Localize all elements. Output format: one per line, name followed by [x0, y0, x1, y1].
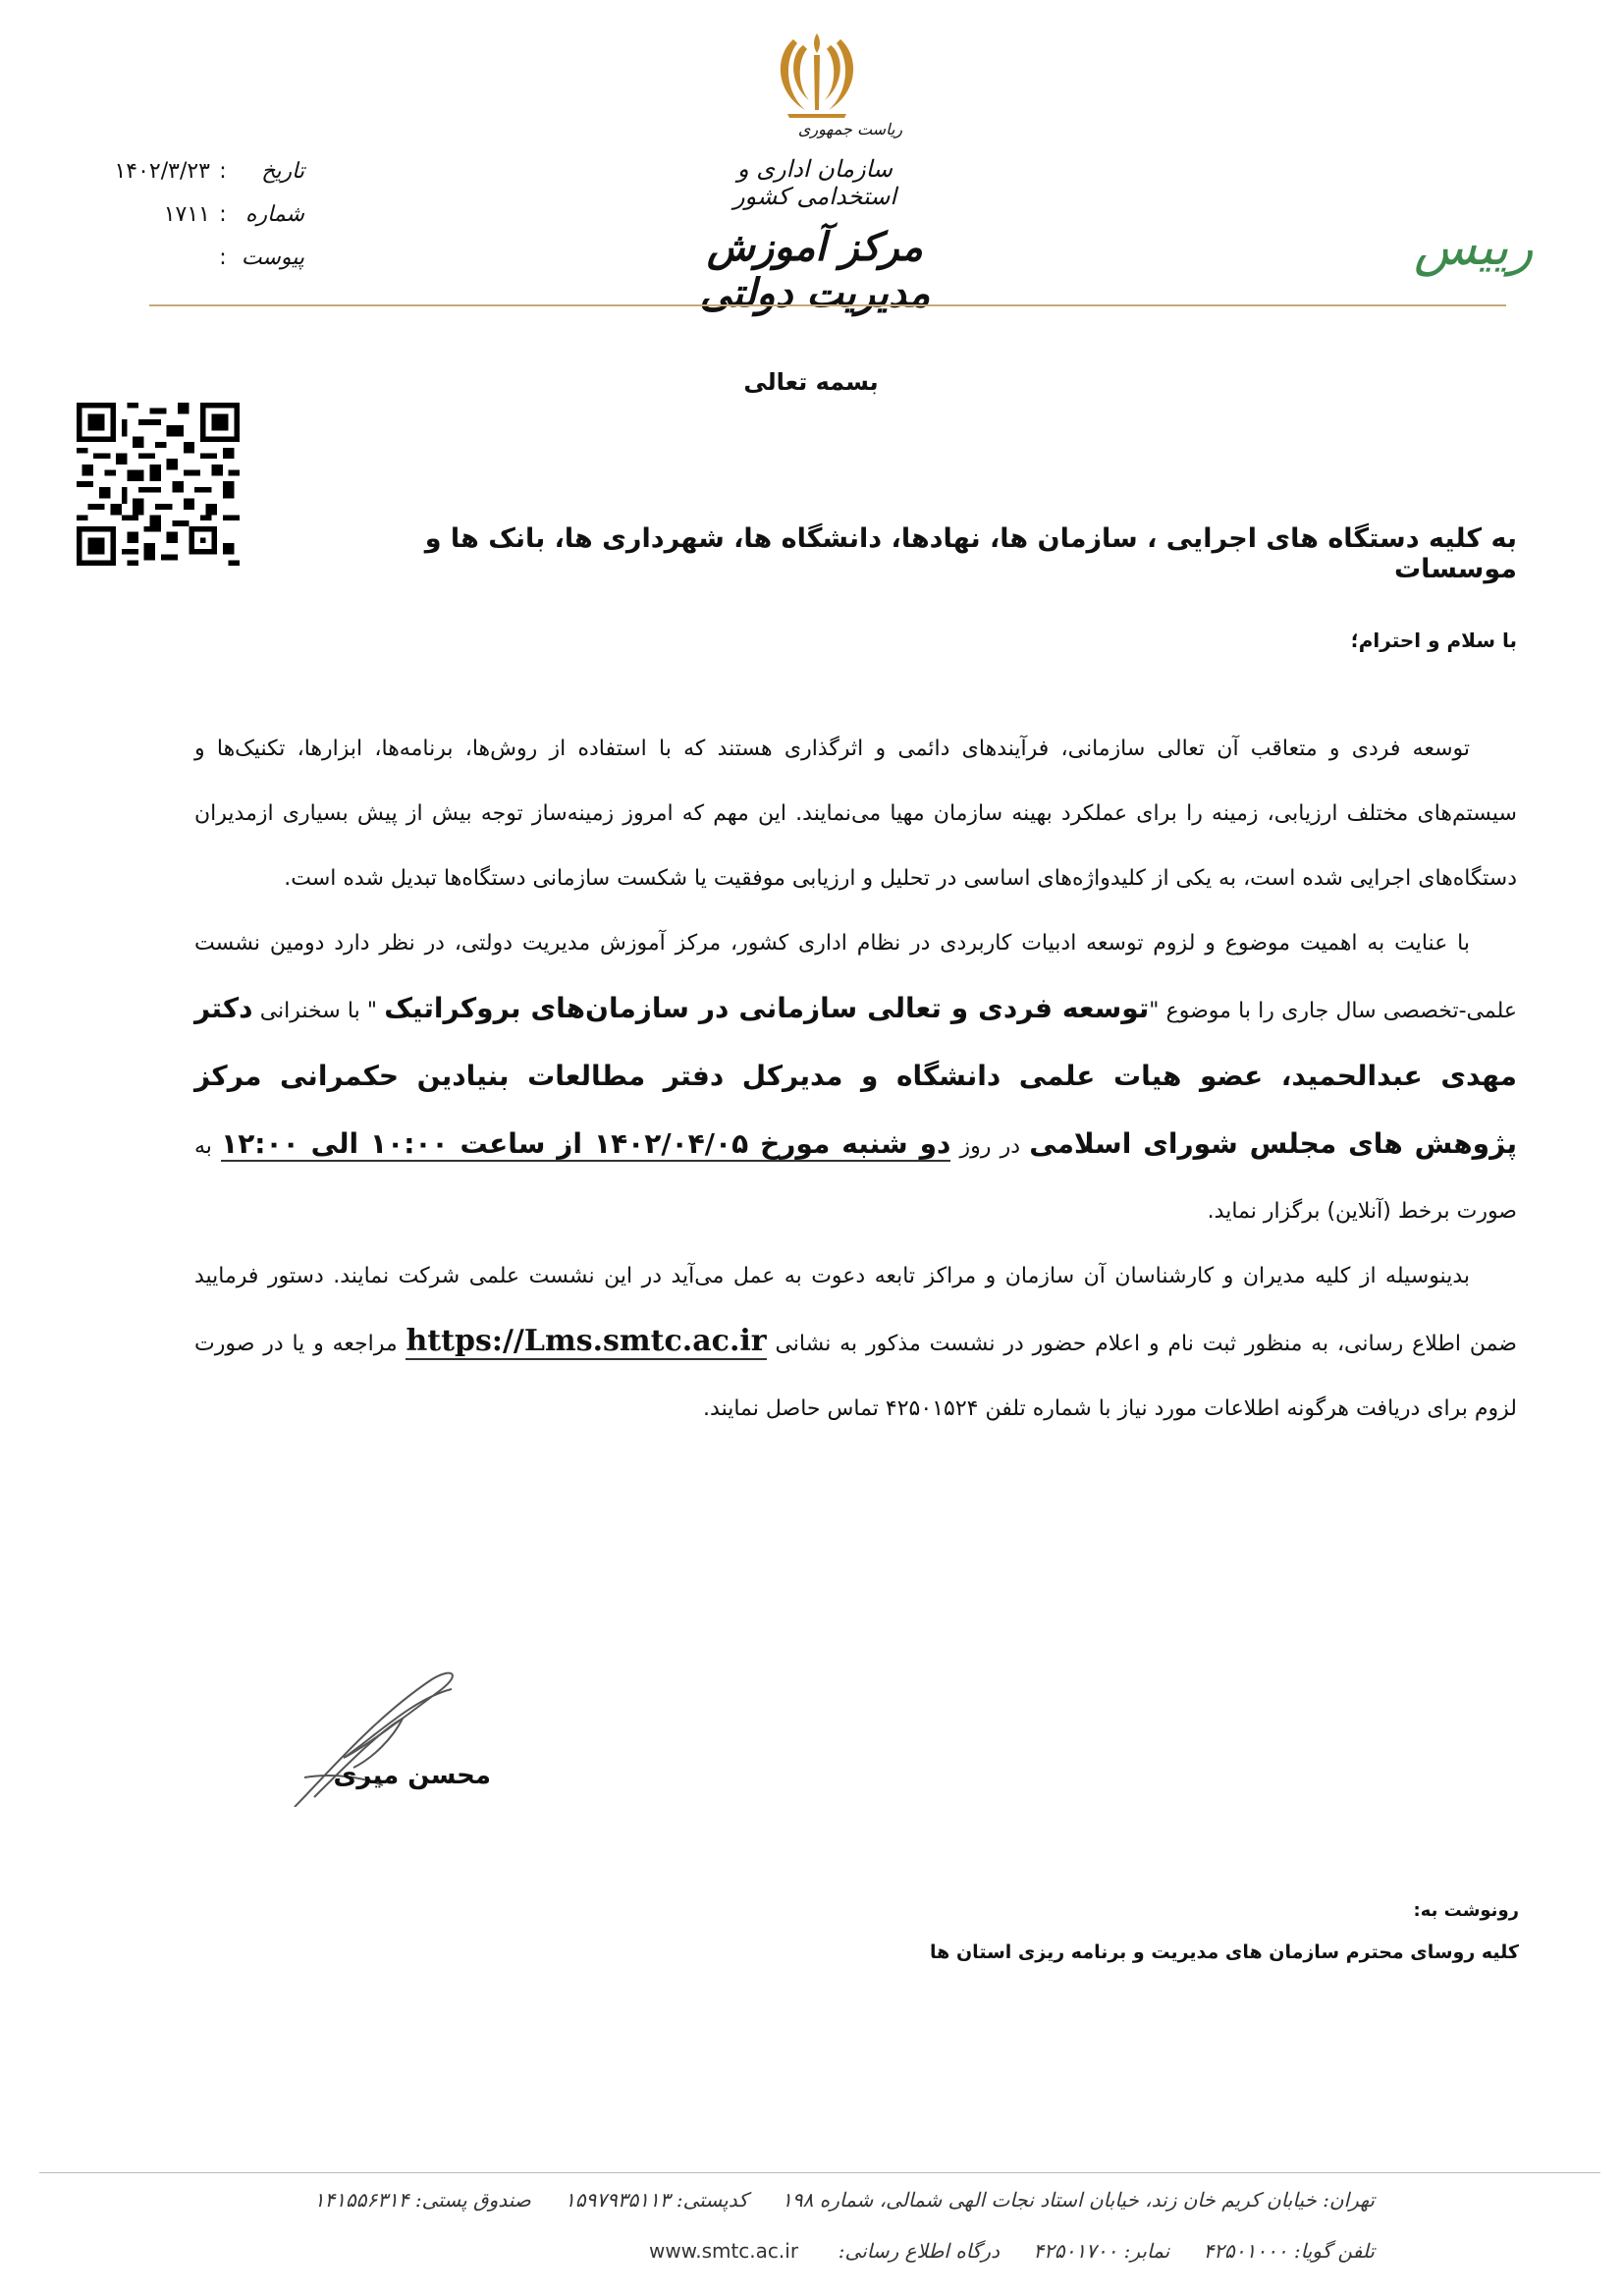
cc-recipients: کلیه روسای محترم سازمان های مدیریت و برنامه ریزی استان ها: [930, 1941, 1519, 1963]
paragraph-3: [194, 1244, 1517, 1442]
paragraph-1: توسعه فردی و متعاقب آن تعالی سازمانی، فرآیندهای دائمی و اثرگذاری هستند که با استفاده از روش‌ها، برنامه‌ها، ابزارها، تکنیک‌ها و سیستم‌های مختلف ارزیابی، زمینه را برای عملکرد بهینه سازمان مهیا می‌نمایند. این مهم که امروز زمینه‌ساز توجه بیش از پیش بسیاری ازمدیران دستگاه‌های اجرایی شده است، به یکی از کلیدواژه‌های اساسی در تحلیل و ارزیابی موفقیت یا شکست سازمانی دستگاه‌ها تبدیل شده است.: [194, 737, 1517, 891]
p2-date-intro: در روز: [959, 1134, 1021, 1159]
fax-label: نمابر:: [1123, 2239, 1170, 2263]
header-presidency: ریاست جمهوری: [797, 120, 903, 138]
attachment-row: [79, 236, 304, 279]
header-organization: سازمان اداری و استخدامی کشور: [732, 155, 897, 210]
portal-label: درگاه اطلاع رسانی:: [838, 2239, 1000, 2263]
iran-emblem-icon: [768, 29, 866, 120]
event-topic: توسعه فردی و تعالی سازمانی در سازمان‌های بروکراتیک: [384, 992, 1150, 1024]
footer-address: تهران: خیابان کریم خان زند، خیابان استاد نجات الهی شمالی، شماره ۱۹۸: [782, 2188, 1375, 2212]
number-label: شماره: [244, 201, 304, 227]
event-datetime: دو شنبه مورخ ۱۴۰۲/۰۴/۰۵ از ساعت ۱۰:۰۰ الی ۱۲:۰۰: [221, 1127, 951, 1160]
p2-closing: به صورت برخط (آنلاین) برگزار نماید.: [194, 1134, 1517, 1224]
p2-intro: با عنایت به اهمیت موضوع و لزوم توسعه ادبیات کاربردی در نظام اداری کشور، مرکز آموزش مدیریت دولتی، در نظر دارد دومین نشست علمی-تخصصی سال جاری را با موضوع ": [194, 931, 1517, 1023]
letter-meta: [79, 149, 304, 279]
pobox-value: ۱۴۱۵۵۶۳۱۴: [313, 2188, 409, 2212]
greeting: با سلام و احترام؛: [1350, 629, 1517, 652]
letter-body: [194, 717, 1517, 1442]
colon: :: [219, 158, 227, 184]
number-value: ۱۷۱۱: [163, 201, 210, 227]
postal-label: کدپستی:: [676, 2188, 748, 2212]
colon: :: [219, 245, 227, 270]
footer-contact-line: [461, 2239, 1375, 2263]
header-center-name: مرکز آموزش مدیریت دولتی: [699, 224, 931, 316]
date-label: تاریخ: [261, 158, 304, 184]
paragraph-2: [194, 911, 1517, 1244]
website-link[interactable]: www.smtc.ac.ir: [648, 2239, 799, 2263]
fax-value: ۴۲۵۰۱۷۰۰: [1033, 2239, 1118, 2263]
date-value: ۱۴۰۲/۳/۲۳: [114, 158, 210, 184]
footer-divider: [39, 2172, 1600, 2173]
date-row: [79, 149, 304, 192]
phone-label: تلفن گویا:: [1293, 2239, 1375, 2263]
number-row: [79, 192, 304, 236]
speaker-name: دکتر مهدی عبدالحمید، عضو هیات علمی دانشگاه و مدیرکل دفتر مطالعات بنیادین حکمرانی مرکز پژوهش های مجلس شورای اسلامی: [194, 992, 1518, 1160]
header-divider: [149, 304, 1506, 306]
attachment-label: پیوست: [241, 245, 304, 270]
p3-closing: مراجعه و یا در صورت لزوم برای دریافت هرگونه اطلاعات مورد نیاز با شماره تلفن ۴۲۵۰۱۵۲۴ تماس حاصل نمایند.: [194, 1332, 1517, 1421]
cc-label: رونوشت به:: [1413, 1900, 1519, 1921]
addressee: به کلیه دستگاه های اجرایی ، سازمان ها، نهادها، دانشگاه ها، شهرداری ها، بانک ها و موسسات: [424, 523, 1517, 584]
phone-value: ۴۲۵۰۱۰۰۰: [1203, 2239, 1288, 2263]
colon: :: [219, 201, 227, 227]
pobox-label: صندوق پستی:: [414, 2188, 531, 2212]
bismillah-heading: بسمه تعالی: [743, 368, 879, 396]
registration-link[interactable]: https://Lms.smtc.ac.ir: [406, 1324, 767, 1358]
qr-code-icon: [77, 403, 240, 566]
signer-name: محسن میری: [333, 1761, 491, 1790]
footer-address-line: [265, 2188, 1375, 2212]
p3-intro: بدینوسیله از کلیه مدیران و کارشناسان آن سازمان و مراکز تابعه دعوت به عمل می‌آید در این نشست علمی شرکت نمایند. دستور فرمایید ضمن اطلاع رسانی، به منظور ثبت نام و اعلام حضور در نشست مذکور به نشانی: [194, 1264, 1517, 1356]
postal-code: ۱۵۹۷۹۳۵۱۱۳: [565, 2188, 671, 2212]
p2-speaker-intro: " با سخنرانی: [259, 999, 378, 1023]
header-rais-label: رییس: [1414, 218, 1534, 277]
